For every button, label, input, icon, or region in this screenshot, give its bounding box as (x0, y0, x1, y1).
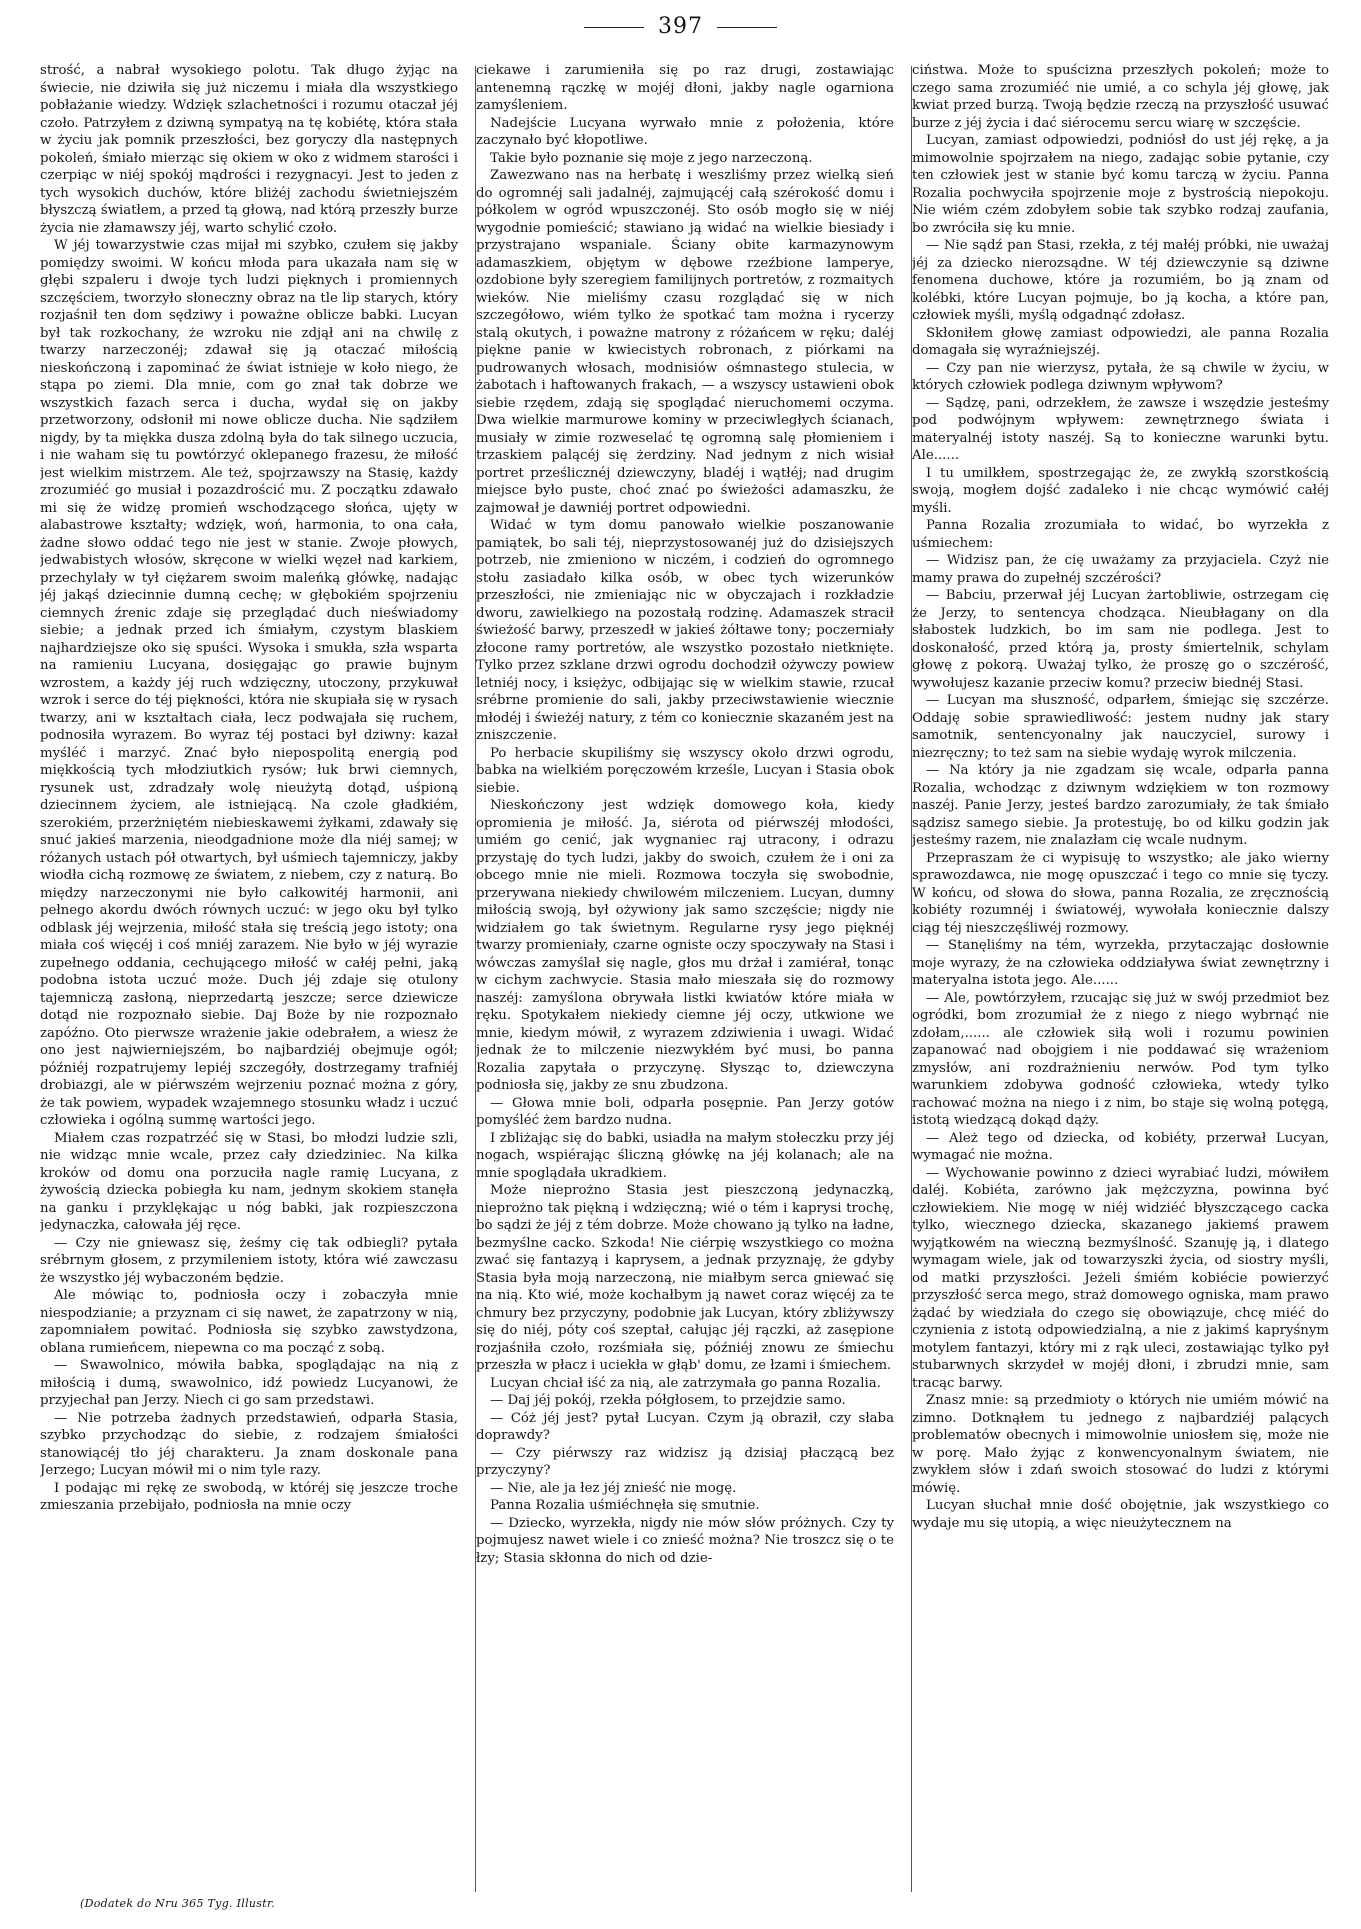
paragraph: ciekawe i zarumieniła się po raz drugi, zostawiając antenemną rączkę w mojéj dłoni, jakby nagle ogarniona zamyśleniem. (476, 63, 894, 113)
paragraph: — Lucyan ma słuszność, odparłem, śmiejąc się szczérze. Oddaję sobie sprawiedliwość: jestem nudny jak stary samotnik, sentencyonalny jak nauczyciel, surowy i niezręczny; to też sam na siebie wydaję wyrok milczenia. (912, 693, 1329, 761)
paragraph: — Ależ tego od dziecka, od kobiéty, przerwał Lucyan, wymagać nie można. (912, 1130, 1329, 1163)
paragraph: — Czy nie gniewasz się, żeśmy cię tak odbiegli? pytała srébrnym głosem, z przymileniem istoty, która wié zawczasu że wszystko jéj wybaczoném będzie. (40, 1235, 458, 1286)
paragraph: — Nie sądź pan Stasi, rzekła, z téj małéj próbki, nie uważaj jéj za dziecko nierozsądne. W téj dziewczynie są dziwne fenomena duchowe, które ja rozumiém, bo ją znam od kolébki, które Lucyan pojmuje, bo ją kocha, a które pan, człowiek myśli, myślą odgadnąć zdołasz. (912, 238, 1329, 323)
paragraph: — Czy piérwszy raz widzisz ją dzisiaj płaczącą bez przyczyny? (476, 1445, 894, 1478)
paragraph: Lucyan chciał iść za nią, ale zatrzymała go panna Rozalia. (490, 1375, 881, 1391)
page-number-text: 397 (658, 14, 703, 39)
paragraph: Takie było poznanie się moje z jego narzeczoną. (490, 150, 813, 166)
paragraph: Widać w tym domu panowało wielkie poszanowanie pamiątek, bo sali téj, nieprzystosowanéj już do dzisiejszych potrzeb, nie zmieniono w niczém, i codzień do ogromnego stołu zasiadało kilka osób, w obec tych wizerunków przeszłości, nie zmieniając nic w obyczajach i rozkładzie dworu, zawielkiego na pozostałą rodzinę. Adamaszek stracił świeżość barwy, przeszedł w jakieś żółtawe tony; poczerniały złocone ramy portretów, ale wszystko pozostało nietknięte. Tylko przez szklane drzwi ogrodu dochodził ożywczy powiew letniéj nocy, i księżyc, odbijając się w wielkim stawie, rzucał srébrne promienie do sali, jakby przeciwstawienie wiecznie młodéj i świeżéj natury, z tém co koniecznie skazaném jest na zniszczenie. (476, 518, 894, 743)
paragraph: I tu umilkłem, spostrzegając że, ze zwykłą szorstkością swoją, mogłem dojść zadaleko i nie chcąc wymówić całéj myśli. (912, 465, 1329, 516)
paragraph: — Dziecko, wyrzekła, nigdy nie mów słów próżnych. Czy ty pojmujesz nawet wiele i co znieść można? Nie troszcz się o te łzy; Stasia skłonna do nich od dzie- (476, 1515, 894, 1566)
paragraph: — Czy pan nie wierzysz, pytała, że są chwile w życiu, w których człowiek podlega dziwnym wpływom? (912, 360, 1329, 393)
paragraph: I podając mi rękę ze swobodą, w któréj się jeszcze troche zmieszania przebijało, podniosła na mnie oczy (40, 1480, 458, 1513)
paragraph: ciństwa. Może to spuścizna przeszłych pokoleń; może to czego sama zrozumiéć nie umié, a co schyla jéj głowę, jak kwiat przed burzą. Twoją będzie rzeczą na przyszłość usuwać burze z jéj życia i dać siérocemu sercu wiarę w szczęście. (912, 63, 1329, 131)
paragraph: — Wychowanie powinno z dzieci wyrabiać ludzi, mówiłem daléj. Kobiéta, zarówno jak mężczyzna, powinna być człowiekiem. Nie mogę w niéj widziéć błyszczącego cacka tylko, wiecznego dziecka, skazanego jakiemś prawem wyjątkowém na wieczną bezmyślność. Szanuję ją, i dlatego wymagam wiele, jak od towarzyszki życia, od siostry myśli, od matki przyszłości. Jeżeli śmiém kobiécie powierzyć przyszłość serca mego, straż domowego ogniska, mam prawo żądać by wiedziała do czego się obowiązuje, chcę miéć do czynienia z istotą odpowiedzialną, a nie z jakimś kapryśnym motylem fantazyi, który mi z rąk uleci, zostawiając tylko pył stubarwnych skrzydeł w mojéj dłoni, i zbrudzi mnie, sam tracąc barwy. (912, 1165, 1329, 1391)
paragraph: — Na który ja nie zgadzam się wcale, odparła panna Rozalia, wchodząc z dziwnym wdziękiem w ton rozmowy naszéj. Panie Jerzy, jesteś bardzo zarozumiały, że tak śmiało sądzisz samego siebie. Ja protestuję, bo od kilku godzin jak jesteśmy razem, nie znalazłam cię wcale nudnym. (912, 763, 1329, 848)
paragraph: — Głowa mnie boli, odparła posępnie. Pan Jerzy gotów pomyśléć żem bardzo nudna. (476, 1095, 894, 1128)
paragraph: strość, a nabrał wysokiego polotu. Tak długo żyjąc na świecie, nie dziwiła się już niczemu i miała dla wszystkiego pobłażanie wiedzy. Wdzięk szlachetności i rozumu otaczał jéj czoło. Patrzyłem z dziwną sympatyą na tę kobiétę, która stała w życiu jak pomnik przeszłości, bez goryczy dla następnych pokoleń, śmiało mierząc się okiem w oko z widmem starości i czerpiąc w niéj spokój mądrości i rezygnacyi. Jest to jeden z tych wysokich duchów, które bliżéj zachodu świetniejszém błyszczą światłem, a przed tą głową, nad którą przeszły burze życia nie złamawszy jéj, warto schylić czoło. (40, 63, 458, 236)
right-rule (717, 27, 777, 28)
paragraph: Może nieprożno Stasia jest pieszczoną jedynaczką, nieprożno tak piękną i wdzięczną; wié o tém i kaprysi trochę, bo sądzi że jéj z tém dobrze. Może chowano ją tylko na ładne, bezmyślne cacko. Szkoda! Nie ciérpię wszystkiego co można zwać się fantazyą i kaprysem, a jednak przyznaję, że gdyby Stasia była moją narzeczoną, nie miałbym serca gniewać się na nią. Kto wié, może kochałbym ją nawet coraz więcéj za te chmury bez przyczyny, podobnie jak Lucyan, który zbliżywszy się do niéj, póty coś szeptał, całując jéj rączki, aż zasępione rozjaśniła czoło, rozśmiała się, późniéj znowu ze śmiechu przeszła w płacz i uciekła w głąb' domu, ze łzami i śmiechem. (476, 1183, 894, 1373)
paragraph: Nadejście Lucyana wyrwało mnie z położenia, które zaczynało być kłopotliwe. (476, 115, 894, 148)
left-rule (584, 27, 644, 28)
text-columns (40, 62, 1329, 1892)
paragraph: — Widzisz pan, że cię uważamy za przyjaciela. Czyż nie mamy prawa do zupełnéj szczérości? (912, 553, 1329, 586)
paragraph: Przepraszam że ci wypisuję to wszystko; ale jako wierny sprawozdawca, nie mogę opuszczać i tego co mnie się tyczy. W końcu, od słowa do słowa, panna Rozalia, ze zręcznością kobiéty rozumnéj i światowéj, wywołała koniecznie dalszy ciąg téj nieszczęśliwéj rozmowy. (912, 850, 1329, 936)
paragraph: Panna Rozalia uśmiéchnęła się smutnie. (490, 1498, 760, 1513)
paragraph: Miałem czas rozpatrzéć się w Stasi, bo młodzi ludzie szli, nie widząc mnie wcale, przez cały dziedziniec. Na kilka kroków od domu ona porzuciła nagle ramię Lucyana, z żywością dziecka pobiegła ku nam, jednym skokiem stanęła na ganku i przyklękając u nóg babki, jak rozpieszczona jedynaczka, całowała jéj ręce. (40, 1130, 458, 1233)
paragraph: — Cóż jéj jest? pytał Lucyan. Czym ją obraził, czy słaba doprawdy? (476, 1410, 894, 1443)
paragraph: Panna Rozalia zrozumiała to widać, bo wyrzekła z uśmiechem: (912, 518, 1329, 551)
paragraph: — Sądzę, pani, odrzekłem, że zawsze i wszędzie jesteśmy pod podwójnym wpływem: zewnętrznego świata i materyalnéj istoty naszéj. Są to konieczne warunki bytu. Ale...... (912, 395, 1329, 463)
paragraph: Ale mówiąc to, podniosła oczy i zobaczyła mnie niespodzianie; a przyznam ci się nawet, że zapatrzony w nią, zapomniałem powitać. Podniosła się szybko zawstydzona, oblana rumieńcem, niepewna co ma począć z sobą. (40, 1288, 458, 1356)
paragraph: Znasz mnie: są przedmioty o których nie umiém mówić na zimno. Dotknąłem tu jednego z najbardziéj palących problematów obecnych i mimowolnie uniosłem się, może nie w porę. Mało żyjąc z konwencyonalnym światem, nie zwykłem słów i zdań swoich stosować do ludzi z którymi mówię. (912, 1393, 1329, 1496)
paragraph: Lucyan, zamiast odpowiedzi, podniósł do ust jéj rękę, a ja mimowolnie spojrzałem na niego, zadając sobie pytanie, czy ten człowiek jest w stanie być komu tarczą w życiu. Panna Rozalia pochwyciła spojrzenie moje z bystrością niepokoju. Nie wiém czém zdobyłem sobie tak szybko rodzaj zaufania, bo zwróciła się ku mnie. (912, 133, 1329, 236)
page-number (0, 14, 1361, 39)
paragraph: I zbliżając się do babki, usiadła na małym stołeczku przy jéj nogach, wspiérając śliczną główkę na jéj kolanach; ale na mnie spoglądała ukradkiem. (476, 1130, 894, 1181)
paragraph: Skłoniłem głowę zamiast odpowiedzi, ale panna Rozalia domagała się wyraźniejszéj. (912, 325, 1329, 358)
paragraph: — Babciu, przerwał jéj Lucyan żartobliwie, ostrzegam cię że Jerzy, to sentencya chodząca. Nieubłagany on dla słabostek ludzkich, bo im sam nie podlega. Jest to doskonałość, przed którą ja, prosty śmiertelnik, schylam głowę z pokorą. Uważaj tylko, że proszę go o szczérość, wywołujesz kazanie przeciw komu? przeciw biednéj Stasi. (912, 588, 1329, 691)
column-2 (476, 62, 894, 1892)
paragraph: Lucyan słuchał mnie dość obojętnie, jak wszystkiego co wydaje mu się utopią, a więc nieużytecznem na (912, 1498, 1329, 1531)
column-1 (40, 62, 458, 1892)
paragraph: Nieskończony jest wdzięk domowego koła, kiedy opromienia je miłość. Ja, siérota od piérwszéj młodości, umiém go cenić, jak wygnaniec raj utracony, i odrazu przystaję do tych ludzi, jakby do swoich, czułem że i oni za obcego mnie nie mieli. Rozmowa toczyła się swobodnie, przerywana niekiedy chwilowém milczeniem. Lucyan, dumny miłością swoją, był ożywiony jak samo szczęście; nigdy nie widziałem go tak świetnym. Regularne rysy jego pięknéj twarzy promieniały, czarne ogniste oczy spoczywały na Stasi i wówczas zamyślał się nagle, głos mu drżał i zamiérał, tonąc w cichym zachwycie. Stasia mało mieszała się do rozmowy naszéj: zamyślona obrywała listki kwiatów które miała w ręku. Spotykałem niekiedy ciemne jéj oczy, utkwione we mnie, kiedym mówił, z wyrazem zdziwienia i uwagi. Widać jednak że to milczenie niezwykłém być musi, bo panna Rozalia zapytała o przyczynę. Słysząc to, dziewczyna podniosła się, jakby ze snu zbudzona. (476, 798, 894, 1093)
paragraph: — Ale, powtórzyłem, rzucając się już w swój przedmiot bez ogródki, bom zrozumiał że z niego z niego wybrnąć nie zdołam,...... ale człowiek siłą woli i rozumu powinien zapanować nad obojgiem i nie poddawać się wrażeniom zmysłów, ani rozdrażnieniu nerwów. Pod tym tylko warunkiem zdobywa godność człowieka, wtedy tylko rachować można na niego i z nim, bo staje się wolną potęgą, istotą wiedzącą dokąd dąży. (912, 990, 1329, 1128)
paragraph: — Stanęliśmy na tém, wyrzekła, przytaczając dosłownie moje wyrazy, że na człowieka oddziaływa świat zewnętrzny i materyalna istota jego. Ale...... (912, 938, 1329, 988)
paragraph: — Swawolnico, mówiła babka, spoglądając na nią z miłością i dumą, swawolnico, idź powiedz Lucyanowi, że przyjechał pan Jerzy. Niech ci go sam przedstawi. (40, 1358, 458, 1408)
paragraph: Zawezwano nas na herbatę i weszliśmy przez wielką sień do ogromnéj sali jadalnéj, zajmującéj całą szérokość domu i półkolem w ogród wpuszczonéj. Sto osób mogło się w niéj wygodnie pomieścić; stawiano ją widać na wielkie biesiady i przystrajano wspaniale. Ściany obite karmazynowym adamaszkiem, objętym w dębowe rzeźbione lamperye, ozdobione były szeregiem familijnych portretów, z rozmaitych wieków. Nie mieliśmy czasu rozglądać się w nich szczegółowo, wiém tylko że spotkać tam można i rycerzy stalą okutych, i poważne matrony z różańcem w ręku; daléj piękne panie w kwiecistych robronach, z piórkami na pudrowanych włosach, modnisiów ośmnastego stulecia, w żabotach i haftowanych frakach, — a wszyscy ustawieni obok siebie rzędem, zdają się spoglądać nieruchomemi oczyma. Dwa wielkie marmurowe kominy w przeciwległych ścianach, musiały w zimie rozweselać tę ogromną salę płomieniem i trzaskiem palącéj się żerdziny. Nad jednym z nich wisiał portret prześlicznéj dziewczyny, bladéj i wątłéj; nad drugim miejsce było puste, choć znać po świeżości adamaszku, że zajmował je dawniéj portret odpowiedni. (476, 168, 894, 516)
paragraph: W jéj towarzystwie czas mijał mi szybko, czułem się jakby pomiędzy swoimi. W końcu młoda para ukazała nam się w głębi szpaleru i dwoje tych ludzi pięknych i promiennych szczęściem, tworzyło słoneczny obraz na tle lip starych, który rozjaśnił ten dom sędziwy i poważne oblicze babki. Lucyan był tak rozkochany, że wzroku nie zdjął ani na chwilę z twarzy narzeczonéj; zdawał się ją otaczać miłością nieskończoną i zapominać że świat istnieje w koło niego, że stąpa po ziemi. Dla mnie, com go znał tak dobrze we wszystkich fazach serca i ducha, wydał się on jakby przetworzony, odsłonił mi nowe oblicze ducha. Nie sądziłem nigdy, by ta miękka dusza zdolną była do tak silnego uczucia, i nie waham się tu powtórzyć oklepanego frazesu, że miłość jest wielkim mistrzem. Ale też, spojrzawszy na Stasię, każdy zrozumiéć go musiał i pozazdrościć mu. Z początku zdawało mi się że widzę promień wschodzącego słońca, ujęty w alabastrowe kształty; wdzięk, woń, harmonia, to ona cała, żadne słowo oddać tego nie jest w stanie. Zwoje płowych, jedwabistych włosów, skręcone w wielki węzeł nad karkiem, przechylały w tył ciężarem swoim maleńką główkę, nadając jéj jakąś dziecinnie dumną cechę; w głębokiém spojrzeniu ciemnych źrenic zdaje się przeglądać duch nieświadomy siebie; a jednak przed ich śmiałym, czystym blaskiem najhardziejsze oko się spuści. Wysoka i smukła, szła wsparta na ramieniu Lucyana, dosięgając go prawie bujnym wzrostem, a każdy jéj ruch wdzięczny, utoczony, przykuwał wzrok i serce do téj piękności, która nie skupiała się w rysach twarzy, ani w kształtach ciała, lecz podwajała się ruchem, podnosiła wyrazem. Bo wyraz téj postaci był dziwny: kazał myśléć i marzyć. Znać było niepospolitą energią pod miękkością tych młodziutkich rysów; łuk brwi ciemnych, rysunek ust, zdradzały wolę nieużytą dotąd, uśpioną dziecinnem życiem, ale istniejącą. Na czole gładkiém, szerokiém, przerżniętém niebieskawemi żyłkami, zdawały się snuć jakieś marzenia, nieodgadnione może dla niéj samej; w różanych ustach pół otwartych, był uśmiech tajemniczy, jakby wiodła cichą rozmowę ze światem, z niebem, czy z naturą. Bo między narzeczonymi nie było całkowitéj harmonii, ani pełnego akordu dwóch równych uczuć: w jego oku był tylko odblask jéj wejrzenia, miłość stała się treścią jego istoty; ona miała coś więcéj i coś mniéj zarazem. Nie było w jéj wyrazie zupełnego oddania, cechującego miłość w całéj pełni, jaką podobna istota uczuć może. Duch jéj zdaje się otulony tajemniczą zasłoną, nieprzedartą jeszcze; serce dziewicze dotąd nie rozpoznało siebie. Daj Boże by nie rozpoznało zapóźno. Oto pierwsze wrażenie jakie odebrałem, a wiesz że ono jest najwierniejszém, bo najbardziéj obejmuje ogół; późniéj rozpatrujemy lepiéj szczegóły, dostrzegamy trafniéj drobiazgi, ale w piérwszém wejrzeniu poznać można z góry, że tak powiem, wypadek wzajemnego stosunku władz i uczuć człowieka i ogólną summę wartości jego. (40, 238, 458, 1128)
footer-note: (Dodatek do Nru 365 Tyg. Illustr. (80, 1897, 276, 1910)
paragraph: — Nie, ale ja łez jéj znieść nie mogę. (490, 1480, 737, 1496)
column-3 (912, 62, 1329, 1892)
paragraph: Po herbacie skupiliśmy się wszyscy około drzwi ogrodu, babka na wielkiém poręczowém krześle, Lucyan i Stasia obok siebie. (476, 745, 894, 796)
paragraph: — Daj jéj pokój, rzekła półgłosem, to przejdzie samo. (490, 1393, 846, 1408)
paragraph: — Nie potrzeba żadnych przedstawień, odparła Stasia, szybko przychodząc do siebie, z rodzajem śmiałości stanowiącéj tło jéj charakteru. Ja znam doskonale pana Jerzego; Lucyan mówił mi o nim tyle razy. (40, 1410, 458, 1478)
